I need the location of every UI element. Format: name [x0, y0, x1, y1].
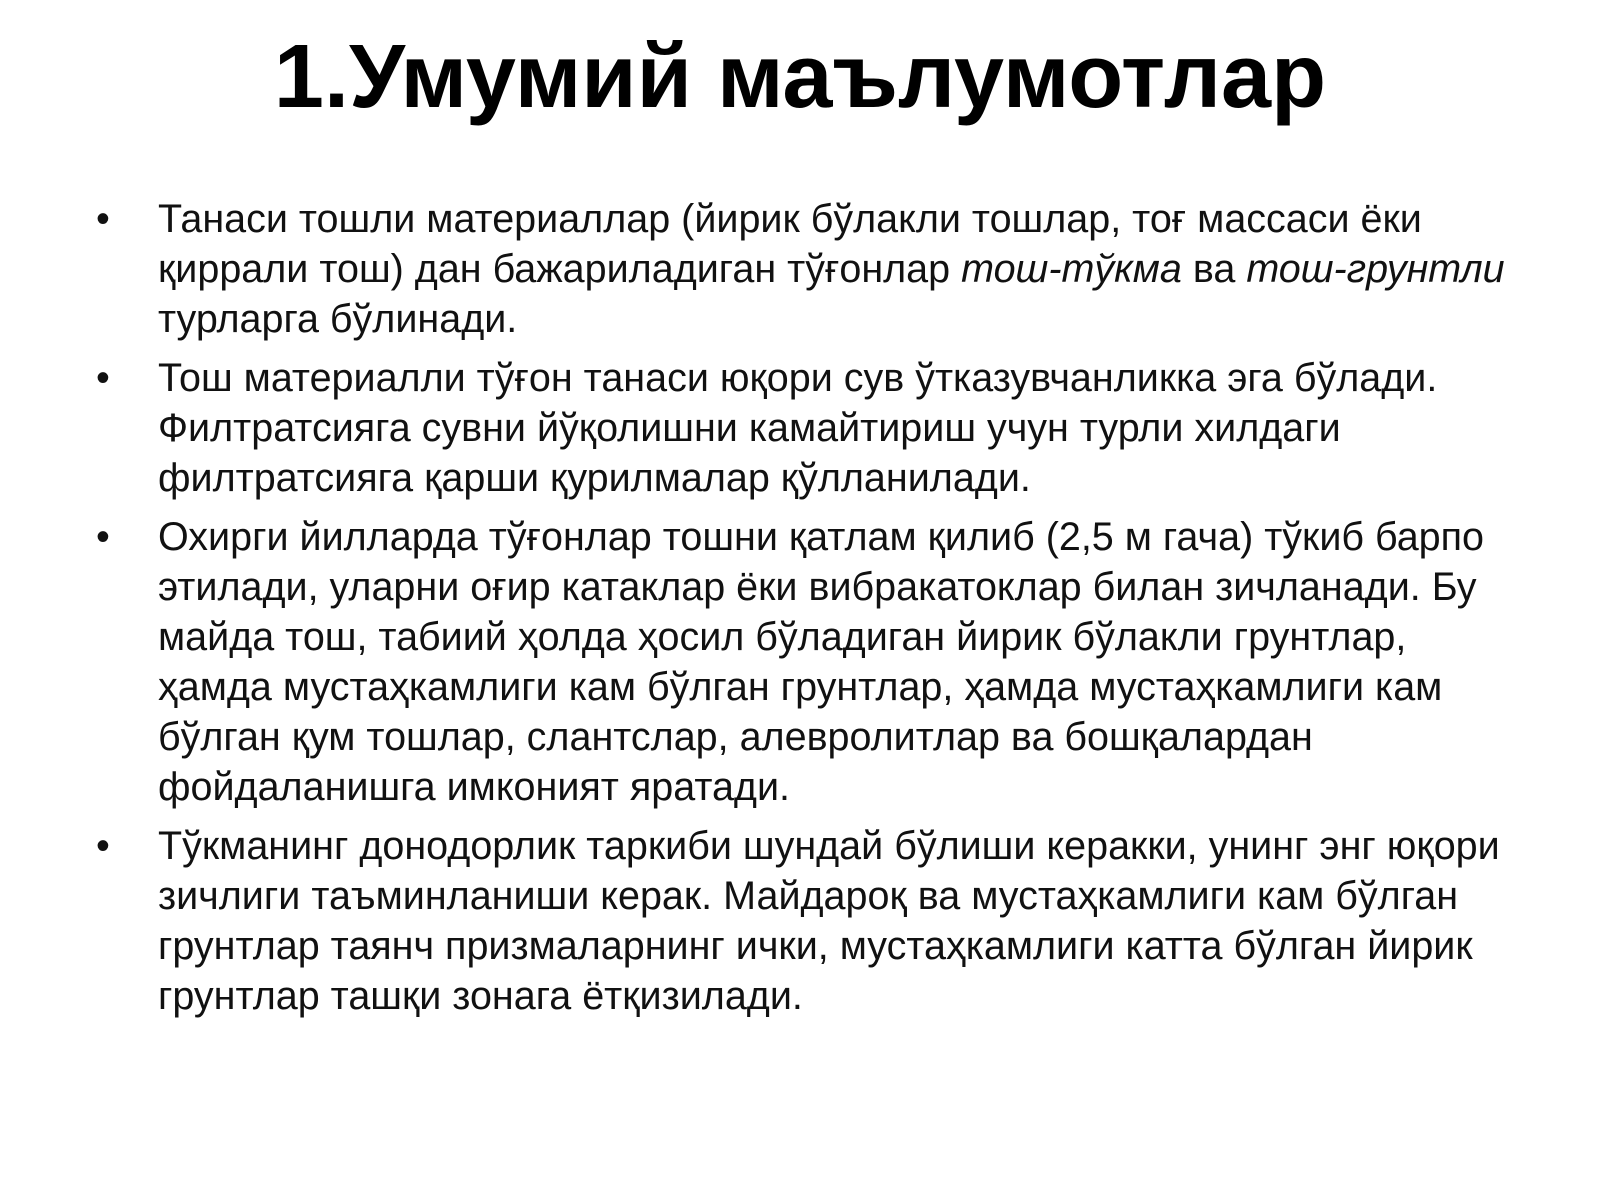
italic-term: тош-грунтли — [1246, 247, 1505, 291]
italic-term: тош-тўкма — [961, 247, 1182, 291]
bullet-text: Тош материалли тўғон танаси юқори сув ўтказувчанликка эга бўлади. Филтратсияга сувни йўқолишни камайтириш учун турли хилдаги филтратсияга қарши қурилмалар қўлланилади. — [158, 356, 1438, 500]
text-run: ва — [1181, 247, 1247, 291]
bullet-text — [158, 197, 1505, 341]
bullet-item — [96, 512, 1516, 812]
text-run: Танаси тошли материаллар (йирик бўлакли тошлар, тоғ массаси ёки қиррали тош) дан бажариладиган тўғонлар — [158, 197, 1422, 291]
bullet-text: Тўкманинг донодорлик таркиби шундай бўлиши керакки, унинг энг юқори зичлиги таъминланиши керак. Майдароқ ва мустаҳкамлиги кам бўлган грунтлар таянч призмаларнинг ички, мустаҳкамлиги катта бўлган йирик грунтлар ташқи зонага ётқизилади. — [158, 824, 1500, 1018]
bullet-list — [96, 194, 1516, 1030]
text-run: турларга бўлинади. — [158, 297, 518, 341]
bullet-icon: • — [96, 824, 110, 868]
bullet-item — [96, 353, 1516, 503]
bullet-icon: • — [96, 356, 110, 400]
bullet-icon: • — [96, 197, 110, 241]
bullet-icon: • — [96, 515, 110, 559]
slide-title: 1.Умумий маълумотлар — [273, 27, 1327, 127]
bullet-text: Охирги йилларда тўғонлар тошни қатлам қилиб (2,5 м гача) тўкиб барпо этилади, уларни оғир катаклар ёки вибракатоклар билан зичланади. Бу майда тош, табиий ҳолда ҳосил бўладиган йирик бўлакли грунтлар, ҳамда мустаҳкамлиги кам бўлган грунтлар, ҳамда мустаҳкамлиги кам бўлган қум тошлар, слантслар, алевролитлар ва бошқалардан фойдаланишга имконият яратади. — [158, 515, 1484, 809]
bullet-item — [96, 194, 1516, 344]
bullet-item — [96, 821, 1516, 1021]
